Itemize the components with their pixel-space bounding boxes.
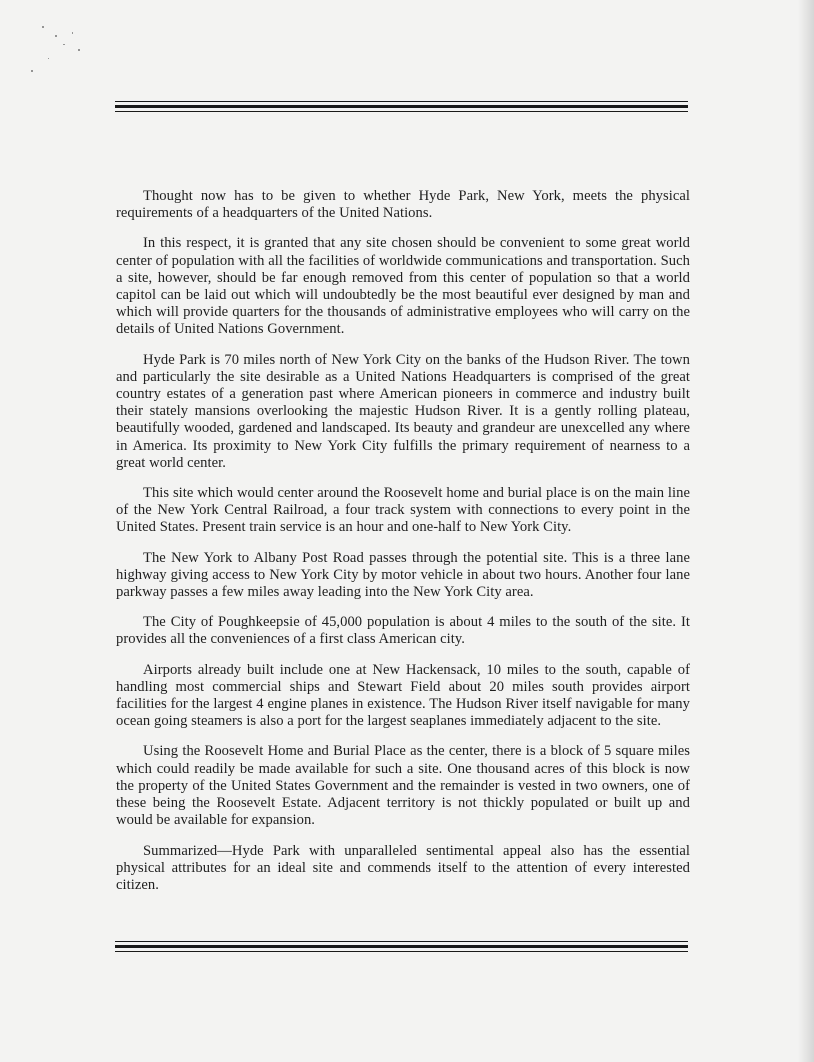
paragraph-physical-requirements: Thought now has to be given to whether Hyde Park, New York, meets the physical requirements of a headquarters of the United Nations. xyxy=(116,188,690,222)
document-body xyxy=(116,188,690,907)
paper-speck xyxy=(63,44,65,45)
page-edge-shadow xyxy=(798,0,814,1062)
paragraph-highways: The New York to Albany Post Road passes through the potential site. This is a three lane highway giving access to New York City by motor vehicle in about two hours. Another four lane parkway passes a few miles away leading into the New York City area. xyxy=(116,549,690,601)
paper-speck xyxy=(55,35,57,37)
paragraph-summary: Summarized—Hyde Park with unparalleled sentimental appeal also has the essential physical attributes for an ideal site and commends itself to the attention of every interested citizen. xyxy=(116,842,690,893)
paragraph-hyde-park-location: Hyde Park is 70 miles north of New York City on the banks of the Hudson River. The town and particularly the site desirable as a United Nations Headquarters is comprised of the great country estates of a generation past where American pioneers in commerce and industry built their stately mansions overlooking the majestic Hudson River. It is a gently rolling plateau, beautifully wooded, gardened and landscaped. Its beauty and grandeur are unexcelled any where in America. Its proximity to New York City fulfills the primary requirement of nearness to a great world center. xyxy=(116,351,690,471)
top-decorative-rule xyxy=(115,101,688,112)
paper-speck xyxy=(31,70,33,72)
paper-speck xyxy=(42,26,44,28)
paragraph-site-convenience: In this respect, it is granted that any site chosen should be convenient to some great world center of population with all the facilities of worldwide communications and transportation. Such a site, however, should be far enough removed from this center of population so that a world capitol can be laid out which will undoubtedly be the most beautiful ever designed by man and which will provide quarters for the thousands of administrative employees who will carry on the details of United Nations Government. xyxy=(116,235,690,338)
paper-speck xyxy=(48,58,49,59)
paper-speck xyxy=(78,49,80,51)
paper-speck xyxy=(72,32,73,34)
bottom-decorative-rule xyxy=(115,941,688,952)
paragraph-airports: Airports already built include one at New Hackensack, 10 miles to the south, capable of handling most commercial ships and Stewart Field about 20 miles south provides airport facilities for the largest 4 engine planes in existence. The Hudson River itself navigable for many ocean going steamers is also a port for the largest seaplanes immediately adjacent to the site. xyxy=(116,661,690,730)
paragraph-railroad: This site which would center around the Roosevelt home and burial place is on the main line of the New York Central Railroad, a four track system with connections to every point in the United States. Present train service is an hour and one-half to New York City. xyxy=(116,485,690,536)
paragraph-land-block: Using the Roosevelt Home and Burial Place as the center, there is a block of 5 square miles which could readily be made available for such a site. One thousand acres of this block is now the property of the United States Government and the remainder is vested in two owners, one of these being the Roosevelt Estate. Adjacent territory is not thickly populated or built up and would be available for expansion. xyxy=(116,743,690,829)
paragraph-poughkeepsie: The City of Poughkeepsie of 45,000 population is about 4 miles to the south of the site. It provides all the conveniences of a first class American city. xyxy=(116,614,690,648)
